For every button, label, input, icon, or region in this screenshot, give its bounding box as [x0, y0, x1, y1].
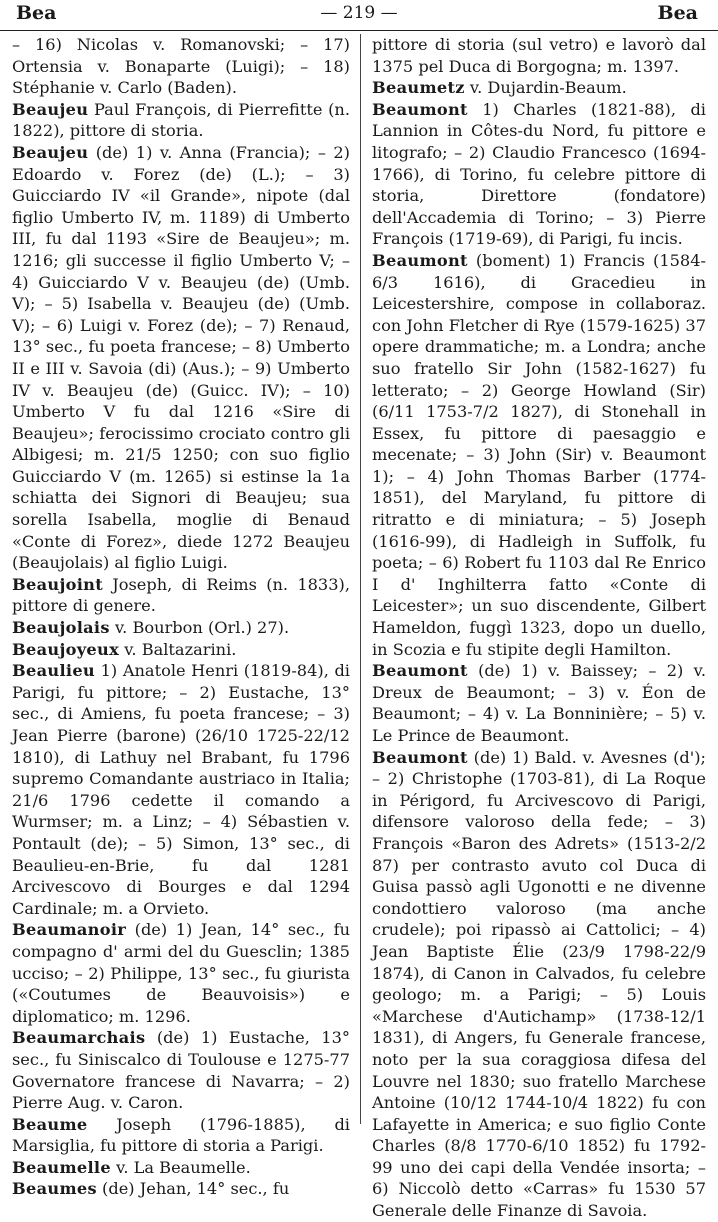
- entry-text: (de) 1) Jean, 14° sec., fu compagno d' armi del du Guesclin; 1385 ucciso; – 2) Philippe, 13° sec., fu giurista («Coutumes de Beauvoisis») e diplomatico; m. 1296.: [12, 920, 350, 1026]
- dictionary-entry: [12, 574, 350, 617]
- dictionary-entry: [12, 617, 350, 639]
- entry-text: (de) 1) v. Baissey; – 2) v. Dreux de Beaumont; – 3) v. Éon de Beaumont; – 4) v. La Bonninière; – 5) v. Le Prince de Beaumont.: [372, 661, 706, 745]
- running-head-left: Bea: [16, 2, 57, 24]
- entry-headword: Beaumelle: [12, 1157, 111, 1177]
- entry-headword: Beaumetz: [372, 78, 465, 98]
- dictionary-entry: [12, 1027, 350, 1113]
- running-head-right: Bea: [657, 2, 698, 24]
- entry-headword: Beaumarchais: [12, 1028, 146, 1048]
- left-column: [12, 34, 350, 1199]
- entry-headword: Beaujeu: [12, 142, 89, 162]
- dictionary-entry: [12, 34, 350, 99]
- entry-text: – 16) Nicolas v. Romanovski; – 17) Ortensia v. Bonaparte (Luigi); – 18) Stéphanie v. Carlo (Baden).: [12, 35, 350, 98]
- page-header: [0, 0, 718, 31]
- page-number: — 219 —: [320, 3, 398, 23]
- entry-text: 1) Anatole Henri (1819-84), di Parigi, fu pittore; – 2) Eustache, 13° sec., di Amiens, fu poeta francese; – 3) Jean Pierre (barone) (26/10 1725-22/12 1810), di Lathuy nel Brabant, fu 1796 supremo Comandante austriaco in Italia; 21/6 1796 cedette il comando a Wurmser; m. a Linz; – 4) Sébastien v. Pontault (de); – 5) Simon, 13° sec., di Beaulieu-en-Brie, fu dal 1281 Arcivescovo di Bourges e dal 1294 Cardinale; m. a Orvieto.: [12, 661, 350, 918]
- entry-headword: Beaumont: [372, 99, 468, 119]
- entry-text: Joseph (1796-1885), di Marsiglia, fu pittore di storia a Parigi.: [12, 1114, 350, 1156]
- dictionary-entry: [372, 77, 706, 99]
- entry-text: v. Bourbon (Orl.) 27).: [114, 618, 290, 638]
- entry-text: (de) 1) v. Anna (Francia); – 2) Edoardo v. Forez (de) (L.); – 3) Guicciardo IV «il Grande», nipote (dal figlio Umberto IV, m. 1189) di Umberto III, fu dal 1193 «Sire de Beaujeu»; m. 1216; gli successe il figlio Umberto V; – 4) Guicciardo V v. Beaujeu (de) (Umb. V); – 5) Isabella v. Beaujeu (de) (Umb. V); – 6) Luigi v. Forez (de); – 7) Renaud, 13° sec., fu poeta francese; – 8) Umberto II e III v. Savoia (di) (Aus.); – 9) Umberto IV v. Beaujeu (de) (Guicc. IV); – 10) Umberto V fu dal 1216 «Sire di Beaujeu»; ferocissimo crociato contro gli Albigesi; m. 21/5 1250; con suo figlio Guicciardo V (m. 1265) si estinse la 1a schiatta dei Signori di Beaujeu; sua sorella Isabella, moglie di Benaud «Conte di Forez», diede 1272 Beaujeu (Beaujolais) al figlio Luigi.: [12, 142, 350, 573]
- dictionary-entry: [12, 639, 350, 661]
- entry-text: 1) Charles (1821-88), di Lannion in Côtes-du Nord, fu pittore e litografo; – 2) Claudio Francesco (1694-1766), di Torino, fu celebre pittore di storia, Direttore (fondatore) dell'Accademia di Torino; – 3) Pierre François (1719-69), di Parigi, fu incis.: [372, 99, 706, 249]
- dictionary-entry: [12, 660, 350, 919]
- dictionary-entry: [12, 1114, 350, 1157]
- entry-text: v. Baltazarini.: [124, 639, 237, 659]
- dictionary-entry: [372, 747, 706, 1222]
- entry-text: (de) Jehan, 14° sec., fu: [102, 1179, 290, 1199]
- entry-text: Joseph, di Reims (n. 1833), pittore di genere.: [12, 574, 350, 616]
- entry-text: v. Dujardin-Beaum.: [469, 78, 627, 98]
- entry-text: Paul François, di Pierrefitte (n. 1822), pittore di storia.: [12, 99, 350, 141]
- entry-text: (de) 1) Eustache, 13° sec., fu Siniscalco di Toulouse e 1275-77 Governatore francese di Navarra; – 2) Pierre Aug. v. Caron.: [12, 1028, 350, 1113]
- dictionary-entry: [372, 660, 706, 746]
- dictionary-entry: [12, 919, 350, 1027]
- entry-text: pittore di storia (sul vetro) e lavorò dal 1375 pel Duca di Borgogna; m. 1397.: [372, 35, 706, 76]
- entry-headword: Beaumes: [12, 1179, 97, 1199]
- entry-headword: Beaujoint: [12, 574, 103, 594]
- entry-headword: Beaumont: [372, 250, 468, 270]
- column-divider: [360, 34, 361, 1124]
- right-column: [372, 34, 706, 1221]
- dictionary-entry: [12, 99, 350, 142]
- entry-headword: Beaujeu: [12, 99, 89, 119]
- entry-headword: Beaume: [12, 1114, 88, 1134]
- entry-headword: Beaumanoir: [12, 920, 127, 940]
- dictionary-entry: [12, 142, 350, 574]
- dictionary-entry: [372, 99, 706, 250]
- entry-headword: Beaujoyeux: [12, 639, 120, 659]
- dictionary-entry: [372, 250, 706, 660]
- entry-headword: Beaulieu: [12, 661, 96, 681]
- dictionary-entry: [12, 1178, 350, 1200]
- entry-headword: Beaumont: [372, 661, 468, 681]
- entry-text: (boment) 1) Francis (1584-6/3 1616), di Gracedieu in Leicestershire, compose in collaboraz. con John Fletcher di Rye (1579-1625) 37 opere drammatiche; m. a Londra; anche suo fratello Sir John (1582-1627) fu letterato; – 2) George Howland (Sir) (6/11 1753-7/2 1827), di Stonehall in Essex, fu pittore di paesaggio e mecenate; – 3) John (Sir) v. Beaumont 1); – 4) John Thomas Barber (1774-1851), del Maryland, fu pittore di ritratto e di miniatura; – 5) Joseph (1616-99), di Hadleigh in Suffolk, fu poeta; – 6) Robert fu 1103 dal Re Enrico I d' Inghilterra fatto «Conte di Leicester»; un suo discendente, Gilbert Hameldon, fuggì 1323, dopo un duello, in Scozia e fu stipite degli Hamilton.: [372, 250, 706, 659]
- dictionary-entry: [12, 1157, 350, 1179]
- entry-text: v. La Beaumelle.: [116, 1157, 251, 1177]
- entry-headword: Beaumont: [372, 747, 468, 767]
- dictionary-entry: [372, 34, 706, 77]
- entry-text: (de) 1) Bald. v. Avesnes (d'); – 2) Christophe (1703-81), di La Roque in Périgord, fu Arcivescovo di Parigi, difensore valoroso della fede; – 3) François «Baron des Adrets» (1513-2/2 87) per contrasto avuto col Duca di Guisa passò agli Ugonotti e ne divenne condottiero valoroso (ma anche crudele); poi ripassò ai Cattolici; – 4) Jean Baptiste Élie (23/9 1798-22/9 1874), di Canon in Calvados, fu celebre geologo; m. a Parigi; – 5) Louis «Marchese d'Autichamp» (1738-12/1 1831), di Angers, fu Generale francese, noto per la sua coraggiosa difesa del Louvre nel 1830; suo fratello Marchese Antoine (10/12 1744-10/4 1822) fu con Lafayette in America; e suo figlio Conte Charles (8/8 1770-6/10 1852) fu 1792-99 uno dei capi della Vendée insorta; – 6) Niccolò detto «Carras» fu 1530 57 Generale delle Finanze di Savoia.: [372, 747, 706, 1221]
- entry-headword: Beaujolais: [12, 618, 110, 638]
